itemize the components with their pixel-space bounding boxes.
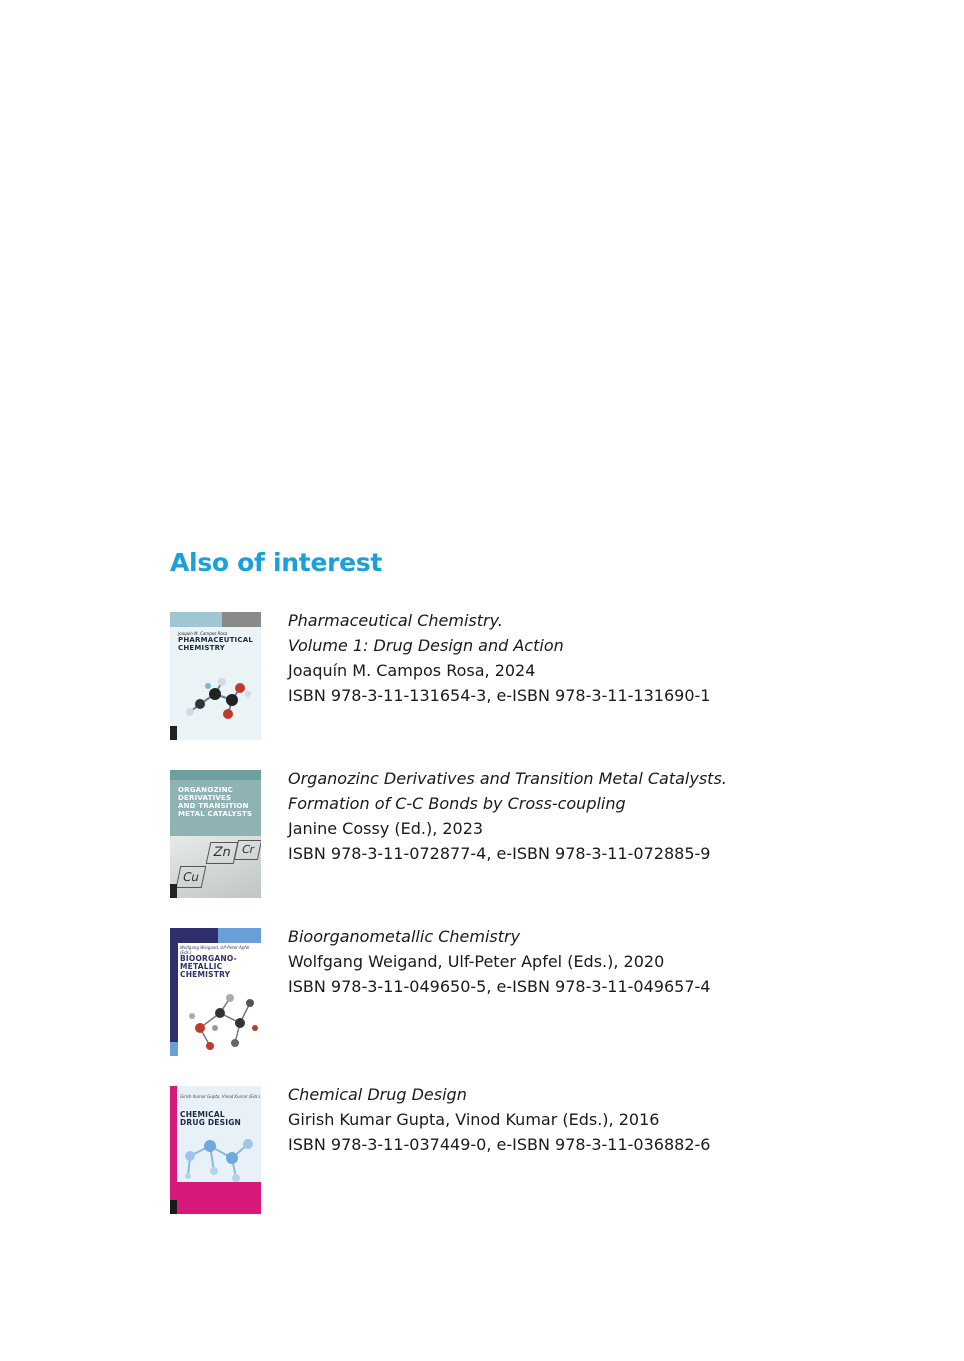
element-tile: Zn	[206, 842, 239, 864]
cover-title-line: METALLIC	[180, 962, 223, 971]
book-cover	[170, 928, 261, 1056]
cover-title-line: CHEMISTRY	[178, 644, 226, 652]
book-entry	[170, 1086, 790, 1216]
book-title: Pharmaceutical Chemistry.	[288, 611, 503, 630]
cover-title-line: CHEMISTRY	[180, 970, 231, 979]
book-subtitle: Volume 1: Drug Design and Action	[288, 636, 564, 655]
molecule-illustration	[170, 928, 261, 1056]
book-entry	[170, 928, 790, 1058]
book-isbn: ISBN 978-3-11-049650-5, e-ISBN 978-3-11-049657-4	[288, 977, 711, 996]
book-isbn: ISBN 978-3-11-072877-4, e-ISBN 978-3-11-072885-9	[288, 844, 711, 863]
book-authors: Joaquín M. Campos Rosa, 2024	[288, 661, 536, 680]
cover-title-line: METAL CATALYSTS	[178, 810, 253, 818]
book-isbn: ISBN 978-3-11-037449-0, e-ISBN 978-3-11-036882-6	[288, 1135, 711, 1154]
book-authors: Janine Cossy (Ed.), 2023	[288, 819, 484, 838]
cover-title-line: ORGANOZINC	[178, 786, 233, 794]
book-title: Organozinc Derivatives and Transition Metal Catalysts.	[288, 769, 727, 788]
element-tile: Cr	[234, 840, 261, 860]
cover-title-line: DERIVATIVES	[178, 794, 232, 802]
book-title: Bioorganometallic Chemistry	[288, 927, 521, 946]
molecule-illustration	[170, 612, 261, 740]
cover-author: Girish Kumar Gupta, Vinod Kumar (Eds.)	[180, 1094, 261, 1099]
book-cover	[170, 612, 261, 740]
cover-title-line: CHEMICAL	[180, 1110, 225, 1119]
periodic-table-illustration	[170, 836, 261, 898]
cover-author: Joaquín M. Campos Rosa	[178, 631, 228, 636]
cover-title-line: AND TRANSITION	[178, 802, 249, 810]
section-heading: Also of interest	[170, 548, 383, 577]
element-tile: Cu	[176, 866, 207, 888]
cover-title-line: BIOORGANO-	[180, 954, 237, 963]
book-entry	[170, 612, 790, 742]
book-authors: Wolfgang Weigand, Ulf-Peter Apfel (Eds.), 2020	[288, 952, 665, 971]
cover-author: Wolfgang Weigand, Ulf-Peter Apfel (Eds.)	[180, 945, 250, 955]
book-isbn: ISBN 978-3-11-131654-3, e-ISBN 978-3-11-131690-1	[288, 686, 711, 705]
book-title: Chemical Drug Design	[288, 1085, 467, 1104]
cover-title-line: DRUG DESIGN	[180, 1118, 242, 1127]
cover-title-line: PHARMACEUTICAL	[178, 636, 253, 644]
book-subtitle: Formation of C-C Bonds by Cross-coupling	[288, 794, 626, 813]
book-cover	[170, 770, 261, 898]
book-authors: Girish Kumar Gupta, Vinod Kumar (Eds.), 2016	[288, 1110, 660, 1129]
book-cover	[170, 1086, 261, 1214]
book-entry	[170, 770, 790, 900]
